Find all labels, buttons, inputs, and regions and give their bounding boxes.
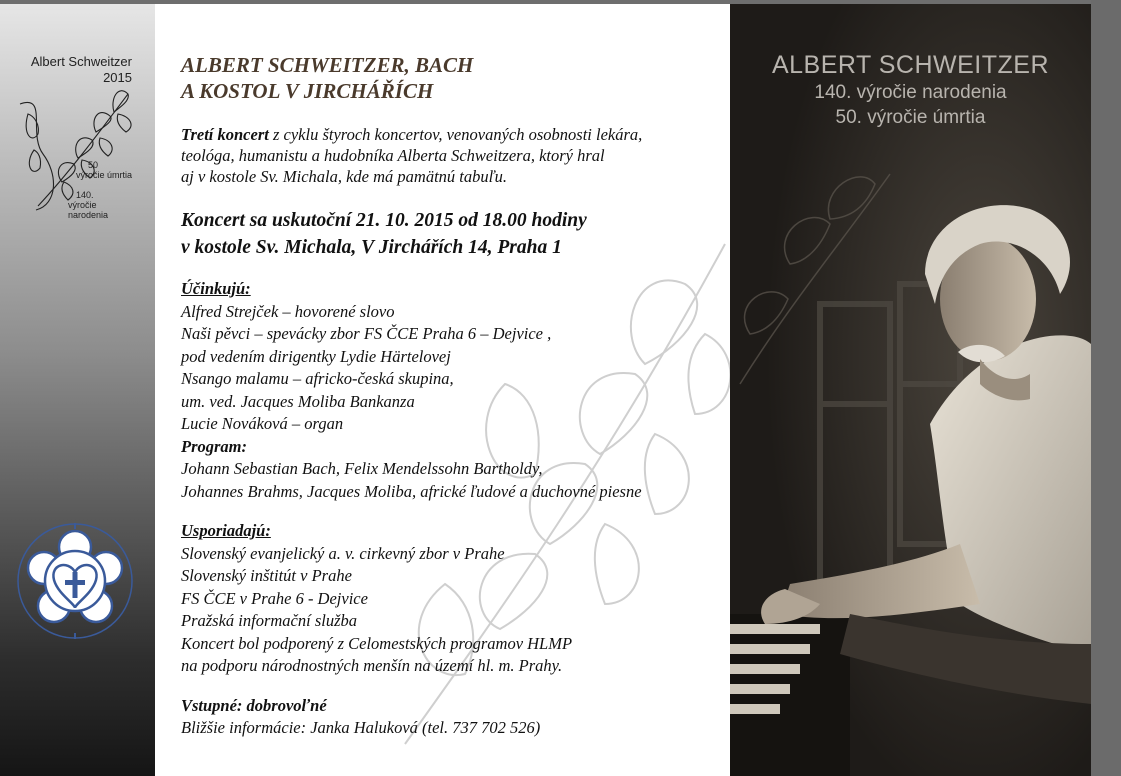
organizer-line: Slovenský evanjelický a. v. cirkevný zbor v Prahe — [181, 543, 505, 563]
left-gradient-strip — [0, 4, 155, 776]
program-section — [181, 436, 721, 504]
portrait-name: ALBERT SCHWEITZER — [771, 51, 1050, 79]
intro-line-2: teológa, humanistu a hudobníka Alberta Schweitzera, ktorý hral — [181, 146, 605, 165]
event-title — [181, 52, 721, 104]
logo-small-birth: výročie narodenia — [68, 200, 109, 220]
intro-line-3: aj v kostole Sv. Michala, kde má pamätnú tabuľu. — [181, 167, 508, 186]
window-frame-right — [1091, 0, 1121, 776]
organizer-line: FS ČCE v Prahe 6 - Dejvice — [181, 588, 368, 608]
organizer-line: Pražská informační služba — [181, 611, 358, 630]
title-line-1: ALBERT SCHWEITZER, BACH — [181, 53, 474, 77]
luther-rose-icon — [16, 522, 134, 640]
portrait-death-anniversary: 50. výročie úmrtia — [835, 107, 986, 128]
logo-small-death: výročie úmrtia — [76, 170, 133, 180]
anniversary-logo — [18, 54, 136, 220]
entry-section — [181, 695, 721, 740]
organizers-section — [181, 520, 721, 678]
logo-name: Albert Schweitzer — [30, 54, 132, 69]
performers-section — [181, 278, 721, 436]
luther-rose-emblem — [16, 522, 134, 640]
program-heading: Program: — [181, 436, 247, 456]
portrait-birth-anniversary: 140. výročie narodenia — [814, 82, 1007, 103]
contact-info: Bližšie informácie: Janka Haluková (tel. 737 702 526) — [181, 718, 541, 737]
organizers-heading: Usporiadajú: — [181, 521, 271, 540]
performer-line: pod vedením dirigentky Lydie Härtelovej — [181, 346, 451, 366]
organizer-line: Slovenský inštitút v Prahe — [181, 566, 352, 585]
program-line: Johann Sebastian Bach, Felix Mendelssohn Bartholdy, — [181, 459, 543, 478]
portrait-panel — [730, 4, 1091, 776]
organizer-line: Koncert bol podporený z Celomestských programov HLMP — [181, 633, 573, 653]
concert-details — [181, 207, 721, 261]
intro-bold: Tretí koncert — [181, 125, 269, 144]
program-line: Johannes Brahms, Jacques Moliba, africké ľudové a duchovné piesne — [181, 481, 642, 501]
performer-line: Nsango malamu – africko-česká skupina, — [181, 369, 454, 388]
performer-line: Naši pěvci – spevácky zbor FS ČCE Praha 6 – Dejvice , — [181, 324, 552, 343]
logo-small-140: 140. — [76, 190, 94, 200]
logo-year: 2015 — [103, 70, 132, 85]
intro-paragraph — [181, 124, 721, 187]
performer-line: um. ved. Jacques Moliba Bankanza — [181, 391, 415, 411]
concert-place: v kostole Sv. Michala, V Jirchářích 14, Praha 1 — [181, 237, 562, 258]
entry-heading: Vstupné: dobrovoľné — [181, 695, 327, 715]
performers-heading: Účinkujú: — [181, 279, 251, 298]
performer-line: Lucie Nováková – organ — [181, 414, 344, 433]
performer-line: Alfred Strejček – hovorené slovo — [181, 301, 395, 321]
portrait-heading — [730, 50, 1091, 130]
concert-date: Koncert sa uskutoční 21. 10. 2015 od 18.00 hodiny — [181, 210, 587, 231]
organizer-line: na podporu národnostných menšín na území hl. m. Prahy. — [181, 656, 563, 675]
intro-line-1: z cyklu štyroch koncertov, venovaných osobnosti lekára, — [268, 125, 643, 144]
logo-small-50: 50 — [88, 160, 99, 170]
title-line-2: A KOSTOL V JIRCHÁŘÍCH — [181, 79, 434, 103]
invitation-content — [181, 52, 721, 740]
invitation-text-panel — [155, 4, 730, 776]
